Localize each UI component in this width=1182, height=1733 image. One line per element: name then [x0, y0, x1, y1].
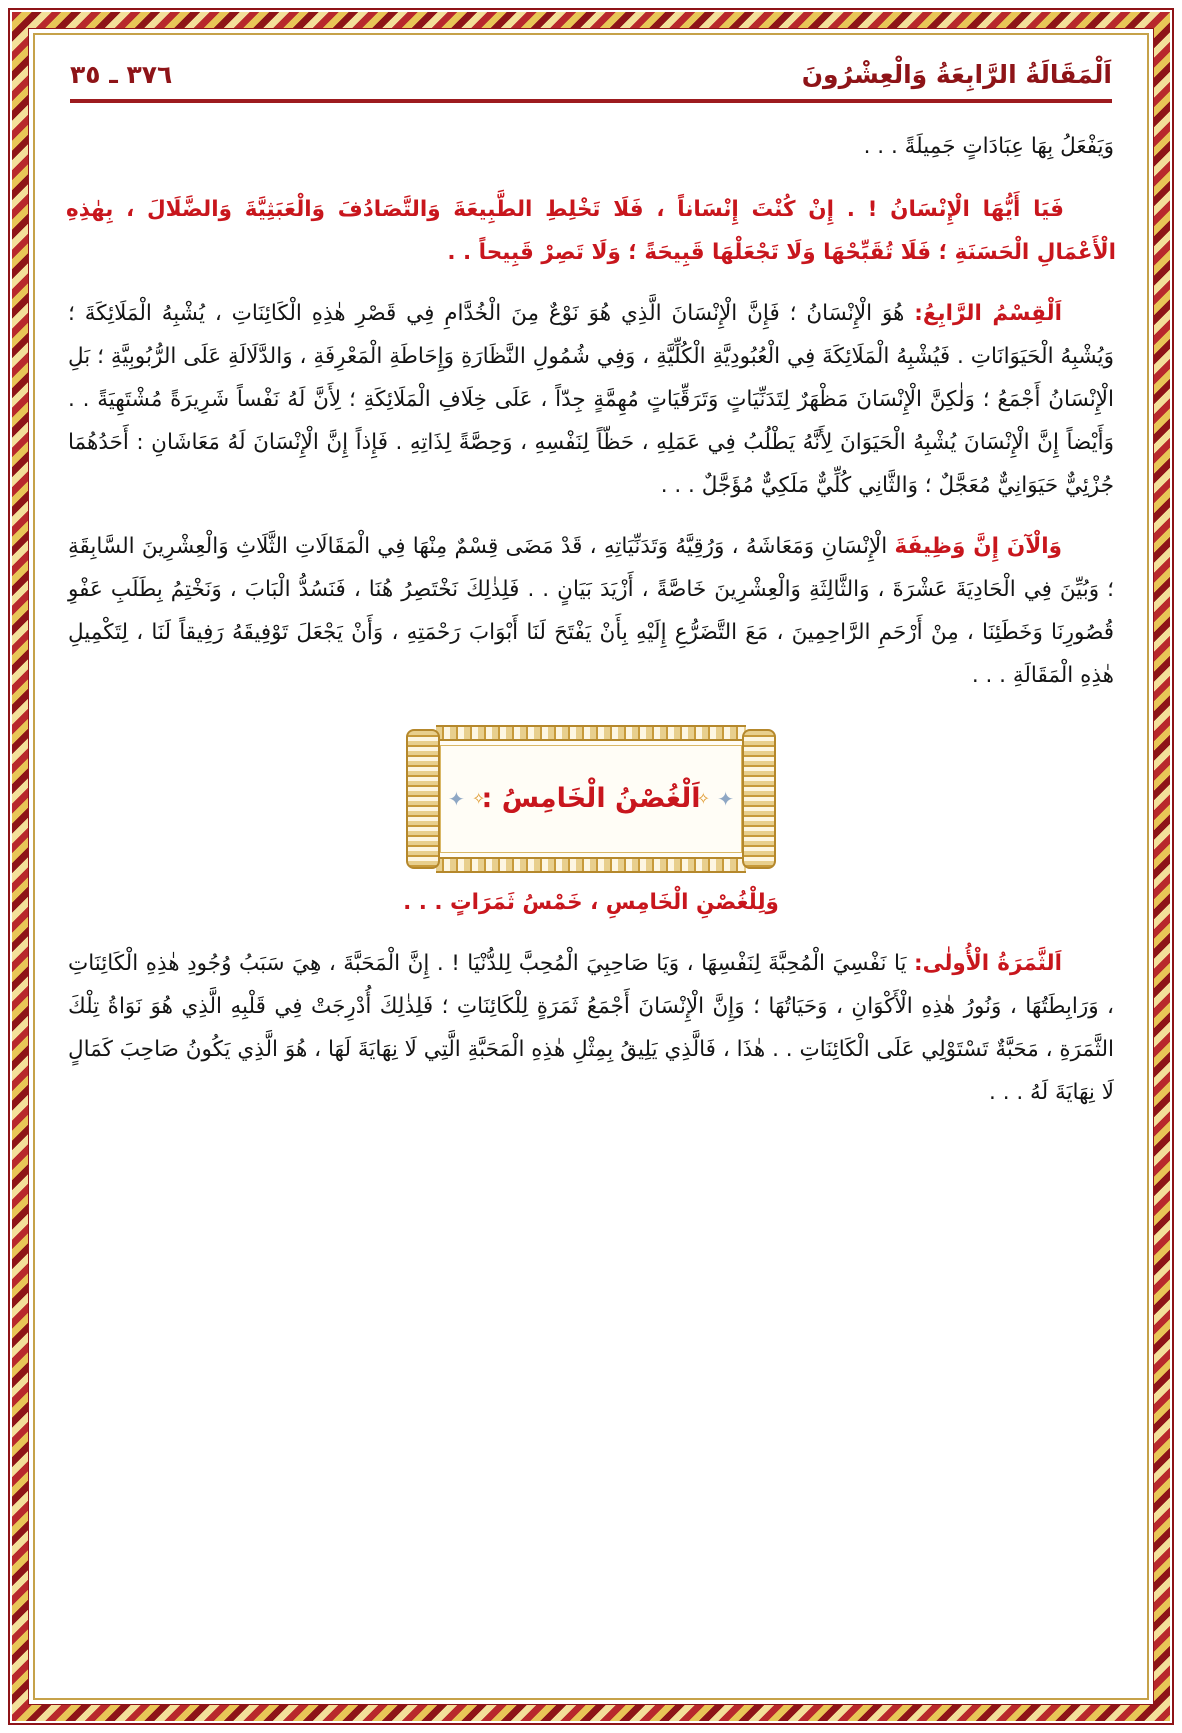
diamond-ornament-icon: ✧	[472, 789, 486, 808]
page-content	[52, 48, 1130, 1687]
paragraph-red-call: فَيَا أَيُّهَا الْإِنْسَانُ ! . إِنْ كُنْتَ إِنْسَاناً ، فَلَا تَخْلِطِ الطَّبِيعَةَ وَالتَّصَادُفَ وَالْعَبَثِيَّةَ وَالضَّلَالَ ، بِهٰذِهِ الْأَعْمَالِ الْحَسَنَةِ ؛ فَلَا تُقَبِّحْهَا وَلَا تَجْعَلْهَا قَبِيحَةً ؛ وَلَا تَصِرْ قَبِيحاً . .	[66, 197, 1116, 265]
page-number: ٣٧٦ ـ ٣٥	[70, 60, 173, 89]
star-ornament-icon: ✦	[717, 787, 734, 811]
now-text: الْإِنْسَانِ وَمَعَاشَهُ ، وَرُقِيَّهُ وَتَدَنِّيَاتِهِ ، قَدْ مَضَى قِسْمٌ مِنْهَا فِي الْمَقَالَاتِ الثَّلَاثِ وَالْعِشْرِينَ السَّابِقَةِ ؛ وَبُيِّنَ فِي الْحَادِيَةَ عَشْرَةَ ، وَالثَّالِثَةِ وَالْعِشْرِينَ خَاصَّةً ، أَزْيَدَ بَيَانٍ . . فَلِذٰلِكَ نَخْتَصِرُ هُنَا ، فَنَسُدُّ الْبَابَ ، وَنَخْتِمُ بِطَلَبِ عَفْوِ قُصُورِنَا وَخَطَئِنَا ، مِنْ أَرْحَمِ الرَّاحِمِينَ ، مَعَ التَّضَرُّعِ إِلَيْهِ بِأَنْ يَفْتَحَ لَنَا أَبْوَابَ رَحْمَتِهِ ، وَأَنْ يَجْعَلَ تَوْفِيقَهُ رَفِيقاً لَنَا ، لِتَكْمِيلِ هٰذِهِ الْمَقَالَةِ . . .	[68, 534, 1114, 688]
page-header	[52, 48, 1130, 89]
section-four-text: هُوَ الْإِنْسَانُ ؛ فَإِنَّ الْإِنْسَانَ الَّذِي هُوَ نَوْعٌ مِنَ الْخُدَّامِ فِي قَصْرِ هٰذِهِ الْكَائِنَاتِ ، يُشْبِهُ الْمَلَائِكَةَ ؛ وَيُشْبِهُ الْحَيَوَانَاتِ . فَيُشْبِهُ الْمَلَائِكَةَ فِي الْعُبُودِيَّةِ الْكُلِّيَّةِ ، وَفِي شُمُولِ النَّظَارَةِ وَإِحَاطَةِ الْمَعْرِفَةِ ، وَالدَّلَالَةِ عَلَى الرُّبُوبِيَّةِ ؛ بَلِ الْإِنْسَانُ أَجْمَعُ ؛ وَلٰكِنَّ الْإِنْسَانَ مَظْهَرٌ لِتَدَنِّيَاتٍ وَتَرَقِّيَاتٍ مُهِمَّةٍ جِدّاً ، عَلَى خِلَافِ الْمَلَائِكَةِ ؛ لِأَنَّ لَهُ نَفْساً شَرِيرَةً مُشْتَهِيَةً . . وَأَيْضاً إِنَّ الْإِنْسَانَ يُشْبِهُ الْحَيَوَانَ لِأَنَّهُ يَطْلُبُ فِي عَمَلِهِ ، حَظّاً لِنَفْسِهِ ، وَحِصَّةً لِذَاتِهِ . فَإِذاً إِنَّ الْإِنْسَانَ لَهُ مَعَاشَانِ : أَحَدُهُمَا جُزْئِيٌّ حَيَوَانِيٌّ مُعَجَّلٌ ؛ وَالثَّانِي كُلِّيٌّ مَلَكِيٌّ مُؤَجَّلٌ . . .	[68, 301, 1114, 498]
branch-heading: اَلْغُصْنُ الْخَامِسُ :	[481, 783, 701, 814]
diamond-ornament-icon: ✧	[696, 789, 710, 808]
paragraph-now-function	[68, 525, 1114, 697]
first-fruit-text: يَا نَفْسِيَ الْمُحِبَّةَ لِنَفْسِهَا ، وَيَا صَاحِبِيَ الْمُحِبَّ لِلدُّنْيَا ! . إِنَّ الْمَحَبَّةَ ، هِيَ سَبَبُ وُجُودِ هٰذِهِ الْكَائِنَاتِ ، وَرَابِطَتُهَا ، وَنُورُ هٰذِهِ الْأَكْوَانِ ، وَحَيَاتُهَا ؛ وَإِنَّ الْإِنْسَانَ أَجْمَعُ ثَمَرَةٍ لِلْكَائِنَاتِ ؛ فَلِذٰلِكَ أُدْرِجَتْ فِي قَلْبِهِ الَّذِي هُوَ نَوَاةُ تِلْكَ الثَّمَرَةِ ، مَحَبَّةٌ تَسْتَوْلِي عَلَى الْكَائِنَاتِ . . هٰذَا ، فَالَّذِي يَلِيقُ بِمِثْلِ هٰذِهِ الْمَحَبَّةِ الَّتِي لَا نِهَايَةَ لَهَا ، هُوَ الَّذِي يَكُونُ صَاحِبَ كَمَالٍ لَا نِهَايَةَ لَهُ . . .	[68, 951, 1114, 1105]
branch-subtitle: وَلِلْغُصْنِ الْخَامِسِ ، خَمْسُ ثَمَرَاتٍ . . .	[403, 890, 779, 915]
header-divider	[70, 99, 1112, 103]
paragraph-opening: وَيَفْعَلُ بِهَا عِبَادَاتٍ جَمِيلَةً . . .	[863, 134, 1114, 159]
chapter-title: اَلْمَقَالَةُ الرَّابِعَةُ وَالْعِشْرُونَ	[801, 60, 1112, 89]
star-ornament-icon: ✦	[448, 787, 465, 811]
body-text	[62, 125, 1120, 1114]
paragraph-first-fruit	[68, 942, 1114, 1114]
now-lead: وَالْآنَ إِنَّ وَظِيفَةَ	[894, 534, 1062, 559]
section-four-lead: اَلْقِسْمُ الرَّابِعُ:	[914, 301, 1062, 326]
paragraph-section-four	[68, 292, 1114, 507]
ornamental-scroll-heading	[406, 723, 776, 875]
first-fruit-lead: اَلثَّمَرَةُ الْأُولٰى:	[913, 951, 1062, 976]
